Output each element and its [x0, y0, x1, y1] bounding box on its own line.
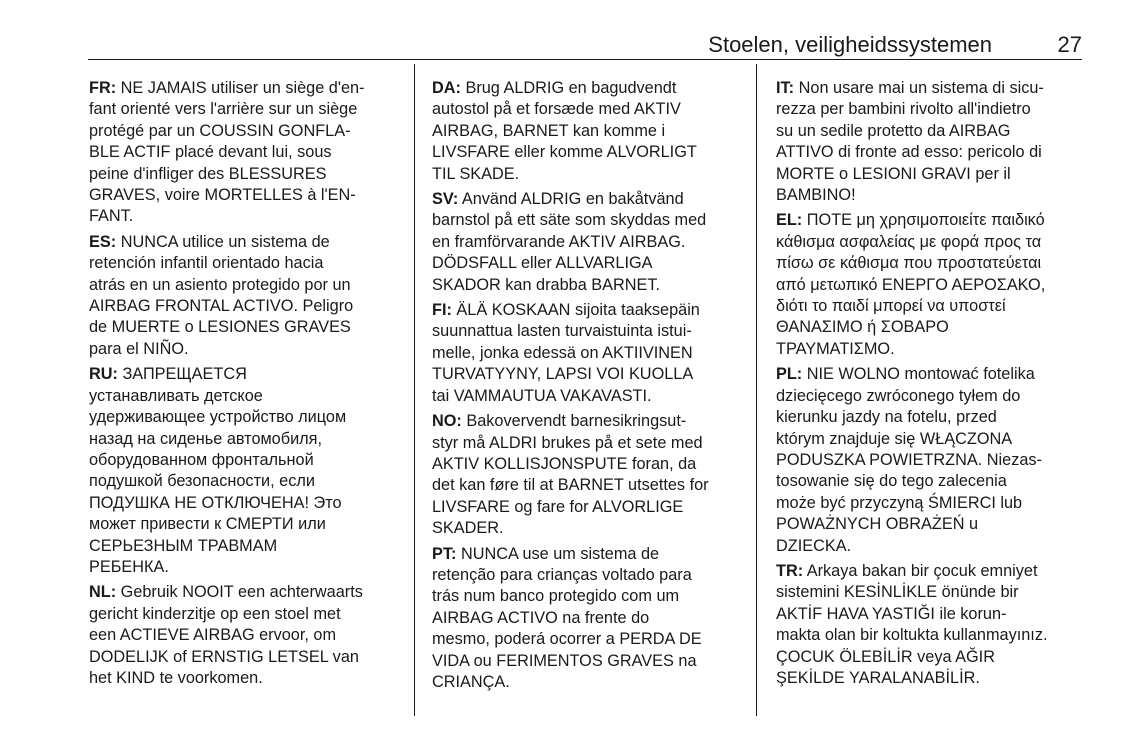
paragraph-line — [432, 544, 746, 565]
paragraph-line: удерживающее устройство лицом — [89, 408, 347, 427]
paragraph-line: BAMBINO! — [776, 186, 856, 205]
paragraph-line: TURVATYYNY, LAPSI VOI KUOLLA — [432, 365, 694, 384]
paragraph-line: ÇOCUK ÖLEBİLİR veya AĞIR — [776, 647, 995, 666]
paragraph-line — [432, 300, 746, 321]
warning-paragraph-sv — [432, 189, 746, 296]
language-code: TR: — [776, 561, 804, 580]
paragraph-line: suunnattua lasten turvaistuinta istui- — [432, 322, 692, 341]
paragraph-line: AIRBAG ACTIVO na frente do — [432, 608, 650, 627]
paragraph-line: κάθισμα ασφαλείας με φορά προς τα — [776, 232, 1042, 251]
paragraph-line — [432, 411, 746, 432]
paragraph-line: может привести к СМЕРТИ или — [89, 515, 326, 534]
section-title: Stoelen, veiligheidssystemen — [708, 32, 992, 57]
paragraph-line: det kan føre til at BARNET utsettes for — [432, 476, 709, 495]
paragraph-line: TIL SKADE. — [432, 164, 520, 183]
paragraph-line: DÖDSFALL eller ALLVARLIGA — [432, 254, 653, 273]
paragraph-line: MORTE o LESIONI GRAVI per il — [776, 164, 1011, 183]
paragraph-line: назад на сиденье автомобиля, — [89, 429, 323, 448]
paragraph-line: ΤΡΑΥΜΑΤΙΣΜΟ. — [776, 339, 895, 358]
language-code: SV: — [432, 190, 459, 209]
language-code: IT: — [776, 79, 795, 97]
warning-paragraph-nl — [89, 582, 403, 689]
language-code: DA: — [432, 79, 461, 97]
paragraph-line: ΘΑΝΑΣΙΜΟ ή ΣΟΒΑΡΟ — [776, 318, 949, 337]
paragraph-line: BLE ACTIF placé devant lui, sous — [89, 143, 332, 162]
paragraph-line — [776, 364, 1086, 385]
paragraph-line: ПОДУШКА НЕ ОТКЛЮЧЕНА! Это — [89, 493, 342, 512]
language-code: FR: — [89, 79, 117, 97]
paragraph-line: barnstol på ett säte som skyddas med — [432, 211, 707, 230]
paragraph-line: оборудованном фронтальной — [89, 450, 314, 469]
paragraph-line — [89, 232, 403, 253]
paragraph-line: para el NIÑO. — [89, 339, 189, 358]
paragraph-line: którym znajduje się WŁĄCZONA — [776, 429, 1013, 448]
paragraph-line — [432, 78, 746, 99]
paragraph-line: LIVSFARE eller komme ALVORLIGT — [432, 143, 697, 162]
column-3 — [776, 78, 1086, 693]
paragraph-line: mesmo, poderá ocorrer a PERDA DE — [432, 630, 702, 649]
line-text: Gebruik NOOIT een achterwaarts — [120, 583, 363, 602]
page-header — [88, 30, 1082, 60]
paragraph-line: CRIANÇA. — [432, 672, 510, 691]
paragraph-line: SKADOR kan drabba BARNET. — [432, 275, 661, 294]
warning-paragraph-el — [776, 210, 1086, 360]
paragraph-line: PODUSZKA POWIETRZNA. Niezas- — [776, 450, 1042, 469]
paragraph-line: kierunku jazdy na fotelu, przed — [776, 408, 997, 427]
line-text: NIE WOLNO montować fotelika — [806, 365, 1035, 384]
paragraph-line: DODELIJK of ERNSTIG LETSEL van — [89, 647, 359, 666]
paragraph-line: een ACTIEVE AIRBAG ervoor, om — [89, 626, 337, 645]
column-2 — [432, 78, 746, 697]
column-1 — [89, 78, 403, 693]
column-divider-2 — [756, 64, 757, 716]
paragraph-line: makta olan bir koltukta kullanmayınız. — [776, 626, 1048, 645]
paragraph-line: FANT. — [89, 207, 134, 226]
language-code: PL: — [776, 365, 803, 384]
line-text: NUNCA use um sistema de — [460, 544, 660, 563]
paragraph-line: AIRBAG FRONTAL ACTIVO. Peligro — [89, 297, 354, 316]
language-code: FI: — [432, 301, 452, 320]
warning-paragraph-pt — [432, 544, 746, 694]
warning-paragraph-es — [89, 232, 403, 360]
warning-paragraph-da — [432, 78, 746, 185]
paragraph-line: retenção para crianças voltado para — [432, 565, 692, 584]
warning-paragraph-fi — [432, 300, 746, 407]
paragraph-line: sistemini KESİNLİKLE önünde bir — [776, 583, 1019, 602]
paragraph-line: peine d'infliger des BLESSURES — [89, 164, 327, 183]
paragraph-line: AKTİF HAVA YASTIĞI ile korun- — [776, 604, 1007, 623]
warning-paragraph-ru — [89, 364, 403, 578]
line-text: Arkaya bakan bir çocuk emniyet — [806, 561, 1038, 580]
warning-paragraph-pl — [776, 364, 1086, 557]
paragraph-line: może być przyczyną ŚMIERCI lub — [776, 493, 1023, 512]
paragraph-line: atrás en un asiento protegido por un — [89, 275, 351, 294]
paragraph-line: πίσω σε κάθισμα που προστατεύεται — [776, 254, 1042, 273]
paragraph-line: tosowanie się do tego zalecenia — [776, 472, 1007, 491]
paragraph-line: autostol på et forsæde med AKTIV — [432, 100, 681, 119]
paragraph-line: устанавливать детское — [89, 386, 263, 405]
language-code: ES: — [89, 232, 117, 251]
line-text: Bakovervendt barnesikringsut- — [466, 412, 687, 431]
paragraph-line: protégé par un COUSSIN GONFLA- — [89, 121, 351, 140]
line-text: Brug ALDRIG en bagudvendt — [465, 79, 677, 97]
line-text: ЗАПРЕЩАЕТСЯ — [122, 365, 247, 384]
paragraph-line: en framförvarande AKTIV AIRBAG. — [432, 232, 686, 251]
paragraph-line: AIRBAG, BARNET kan komme i — [432, 121, 666, 140]
language-code: NO: — [432, 412, 462, 431]
paragraph-line: ŞEKİLDE YARALANABİLİR. — [776, 668, 980, 687]
paragraph-line: από μετωπικό ΕΝΕΡΓΟ ΑΕΡΟΣΑΚΟ, — [776, 275, 1046, 294]
language-code: EL: — [776, 211, 803, 230]
paragraph-line: подушкой безопасности, если — [89, 472, 315, 491]
paragraph-line — [776, 78, 1086, 99]
paragraph-line: retención infantil orientado hacia — [89, 254, 324, 273]
line-text: Non usare mai un sistema di sicu- — [798, 79, 1044, 97]
paragraph-line: GRAVES, voire MORTELLES à l'EN- — [89, 186, 356, 205]
page-number: 27 — [1057, 32, 1082, 57]
paragraph-line — [89, 78, 403, 99]
paragraph-line: gericht kinderzitje op een stoel met — [89, 604, 341, 623]
paragraph-line: LIVSFARE og fare for ALVORLIGE — [432, 497, 684, 516]
paragraph-line: styr må ALDRI brukes på et sete med — [432, 433, 703, 452]
paragraph-line: POWAŻNYCH OBRAŻEŃ u — [776, 515, 979, 534]
paragraph-line: AKTIV KOLLISJONSPUTE foran, da — [432, 454, 697, 473]
paragraph-line — [776, 561, 1086, 582]
paragraph-line: tai VAMMAUTUA VAKAVASTI. — [432, 386, 652, 405]
paragraph-line — [432, 189, 746, 210]
warning-paragraph-it — [776, 78, 1086, 206]
language-code: PT: — [432, 544, 457, 563]
paragraph-line — [776, 210, 1086, 231]
paragraph-line: trás num banco protegido com um — [432, 587, 680, 606]
line-text: NUNCA utilice un sistema de — [120, 232, 330, 251]
warning-paragraph-fr — [89, 78, 403, 228]
line-text: Använd ALDRIG en bakåtvänd — [461, 190, 684, 209]
paragraph-line: rezza per bambini rivolto all'indietro — [776, 100, 1031, 119]
language-code: RU: — [89, 365, 118, 384]
header-rule — [88, 59, 1082, 60]
line-text: ÄLÄ KOSKAAN sijoita taaksepäin — [456, 301, 700, 320]
paragraph-line: ATTIVO di fronte ad esso: pericolo di — [776, 143, 1042, 162]
column-divider-1 — [414, 64, 415, 716]
line-text: NE JAMAIS utiliser un siège d'en- — [120, 79, 365, 97]
paragraph-line: DZIECKA. — [776, 536, 852, 555]
paragraph-line: su un sedile protetto da AIRBAG — [776, 121, 1011, 140]
paragraph-line: СЕРЬЕЗНЫМ ТРАВМАМ — [89, 536, 278, 555]
paragraph-line: SKADER. — [432, 519, 504, 538]
paragraph-line — [89, 582, 403, 603]
language-code: NL: — [89, 583, 117, 602]
paragraph-line: de MUERTE o LESIONES GRAVES — [89, 318, 351, 337]
paragraph-line — [89, 364, 403, 385]
paragraph-line: fant orienté vers l'arrière sur un siège — [89, 100, 358, 119]
paragraph-line: dziecięcego zwróconego tyłem do — [776, 386, 1021, 405]
warning-paragraph-no — [432, 411, 746, 539]
paragraph-line: διότι το παιδί μπορεί να υποστεί — [776, 297, 1006, 316]
warning-paragraph-tr — [776, 561, 1086, 689]
line-text: ΠΟΤΕ μη χρησιμοποιείτε παιδικό — [806, 211, 1045, 230]
paragraph-line: melle, jonka edessä on AKTIIVINEN — [432, 343, 693, 362]
paragraph-line: РЕБЕНКА. — [89, 557, 169, 576]
paragraph-line: VIDA ou FERIMENTOS GRAVES na — [432, 651, 697, 670]
paragraph-line: het KIND te voorkomen. — [89, 668, 263, 687]
